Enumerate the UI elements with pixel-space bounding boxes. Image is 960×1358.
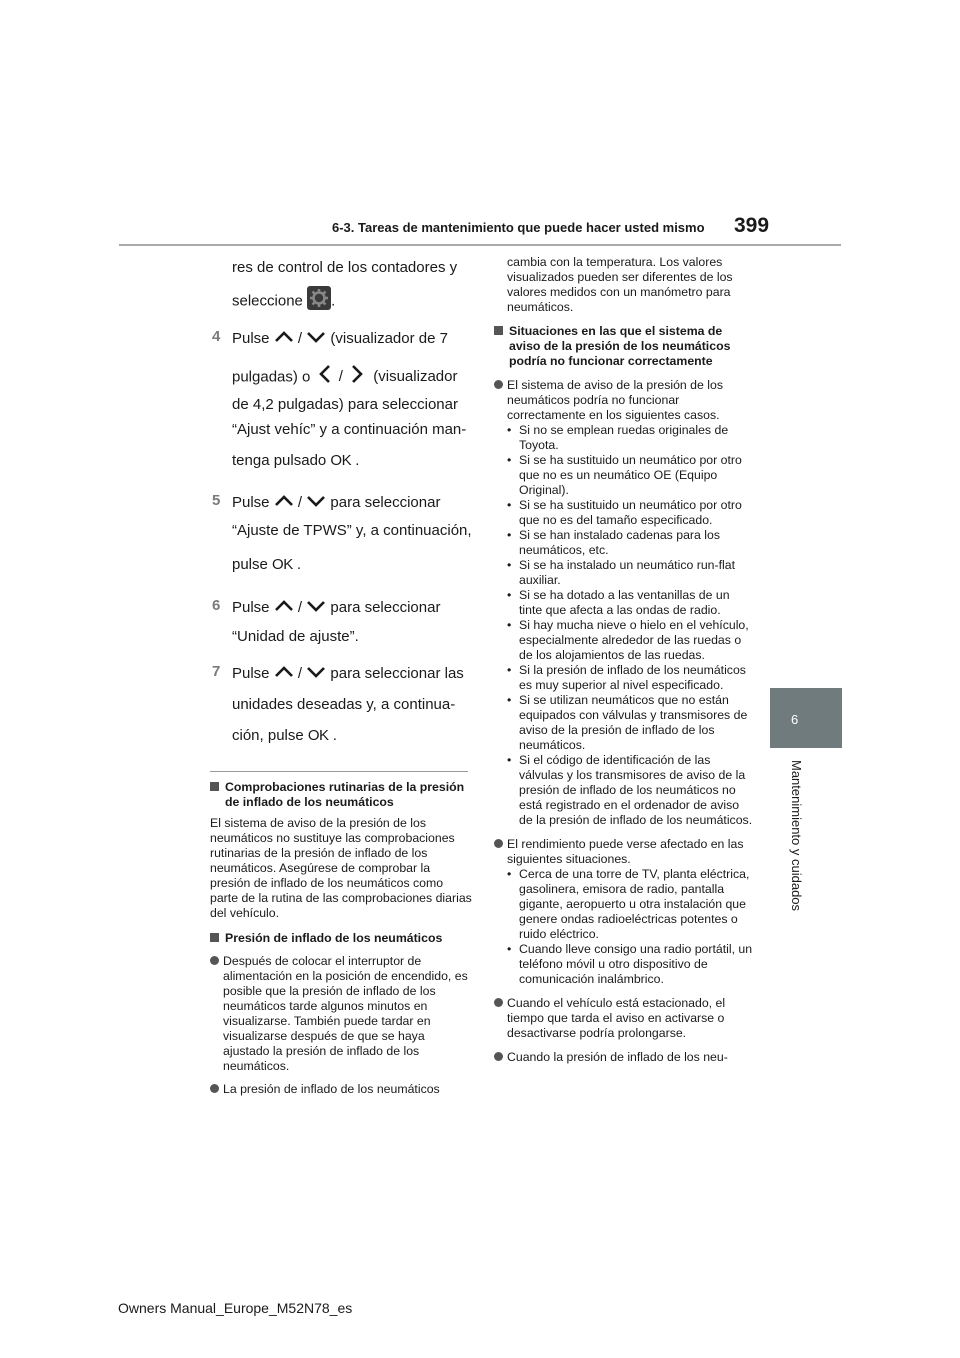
intro-line2-text: seleccione xyxy=(232,292,303,310)
section-divider xyxy=(210,771,468,772)
chevron-up-icon xyxy=(274,663,294,685)
chevron-down-icon xyxy=(306,663,326,685)
step-5-line2: “Ajuste de TPWS” y, a continuación, xyxy=(232,522,472,539)
pressure-bullet-2-text: La presión de inflado de los neumáticos xyxy=(223,1082,440,1096)
step-6-line1-end: para seleccionar xyxy=(330,599,441,616)
step-4-line5-end: . xyxy=(355,452,360,469)
step-7-line2: unidades deseadas y, a continua- xyxy=(232,696,456,713)
page-number: 399 xyxy=(734,214,770,237)
intro-line2-end: . xyxy=(331,292,336,310)
chevron-right-icon xyxy=(351,364,363,391)
chevron-down-icon xyxy=(306,597,326,619)
round-bullet-icon xyxy=(494,839,503,848)
pressure-bullet-2 xyxy=(210,1082,472,1097)
list-item: • Si la presión de inflado de los neumáticos es muy superior al nivel especificado. xyxy=(507,663,754,693)
right-column xyxy=(494,255,754,1065)
performance-bullet xyxy=(494,837,754,867)
list-item: • Si hay mucha nieve o hielo en el vehículo, especialmente alrededor de las ruedas o de los alojamientos de las ruedas. xyxy=(507,618,754,663)
step-5-number: 5 xyxy=(212,492,221,509)
chapter-tab-label: Mantenimiento y cuidados xyxy=(789,760,804,912)
ok-icon: OK xyxy=(307,727,329,745)
step-4-slash: / xyxy=(297,330,303,347)
step-5-line3-end: . xyxy=(296,556,302,573)
pressure-heading-row xyxy=(210,931,472,946)
step-7-line3: ción, pulse xyxy=(232,727,304,744)
pressure-heading: Presión de inflado de los neumáticos xyxy=(225,931,443,945)
list-item: • Si el código de identificación de las válvulas y los transmisores de aviso de la presión de inflado de los neumáticos no está registrado en el ordenador de aviso de la presión de inflado de los neumáticos. xyxy=(507,753,754,828)
routine-heading: Comprobaciones rutinarias de la presión de inflado de los neumáticos xyxy=(225,780,465,809)
square-bullet-icon xyxy=(494,326,503,335)
footer-text: Owners Manual_Europe_M52N78_es xyxy=(118,1300,353,1316)
list-item: • Si no se emplean ruedas originales de Toyota. xyxy=(507,423,754,453)
situations-bullet-text: El sistema de aviso de la presión de los neumáticos podría no funcionar correctamente en los siguientes casos. xyxy=(507,378,723,422)
situations-heading-row xyxy=(494,324,754,369)
chapter-tab-number: 6 xyxy=(791,712,799,727)
list-item: • Si se ha sustituido un neumático por otro que no es un neumático OE (Equipo Original). xyxy=(507,453,754,498)
section-title: 6-3. Tareas de mantenimiento que puede hacer usted mismo xyxy=(332,220,705,235)
round-bullet-icon xyxy=(210,956,219,965)
step-5-line3: pulse xyxy=(232,556,268,573)
list-item: • Si se ha instalado un neumático run-flat auxiliar. xyxy=(507,558,754,588)
chevron-left-icon xyxy=(319,364,331,391)
performance-list xyxy=(494,867,754,987)
list-item: • Si se han instalado cadenas para los neumáticos, etc. xyxy=(507,528,754,558)
round-bullet-icon xyxy=(494,998,503,1007)
situations-heading: Situaciones en las que el sistema de aviso de la presión de los neumáticos podría no funcionar correctamente xyxy=(509,324,731,368)
round-bullet-icon xyxy=(210,1084,219,1093)
step-4-line2: pulgadas) o xyxy=(232,368,311,386)
list-item: • Si se ha dotado a las ventanillas de un tinte que afecta a las ondas de radio. xyxy=(507,588,754,618)
chevron-down-icon xyxy=(306,328,326,350)
parked-bullet xyxy=(494,996,754,1041)
step-4-line2-end: (visualizador xyxy=(373,368,458,386)
step-7-line3-end: . xyxy=(332,727,337,744)
routine-section xyxy=(210,780,472,1097)
list-item: • Si se ha sustituido un neumático por otro que no es del tamaño especificado. xyxy=(507,498,754,528)
step-4-number: 4 xyxy=(212,328,221,345)
step-5-slash: / xyxy=(297,494,303,511)
intro-line1: res de control de los contadores y xyxy=(232,259,458,276)
step-7-line1-end: para seleccionar las xyxy=(330,665,464,682)
routine-heading-row xyxy=(210,780,472,810)
step-5-line1-end: para seleccionar xyxy=(330,494,441,511)
situations-list xyxy=(494,423,754,828)
ok-icon: OK xyxy=(330,452,352,470)
step-6-number: 6 xyxy=(212,597,221,614)
list-item: • Si se utilizan neumáticos que no están equipados con válvulas y transmisores de aviso de la presión de inflado de los neumáticos. xyxy=(507,693,754,753)
settings-icon xyxy=(307,286,331,317)
square-bullet-icon xyxy=(210,933,219,942)
step-4-line5: tenga pulsado xyxy=(232,452,327,469)
last-bullet-text: Cuando la presión de inflado de los neu- xyxy=(507,1050,728,1064)
step-4-line1-end: (visualizador de 7 xyxy=(330,330,448,347)
last-bullet xyxy=(494,1050,754,1065)
pressure-bullet-1-text: Después de colocar el interruptor de alimentación en la posición de encendido, es posible que la presión de inflado de los neumáticos tarde algunos minutos en visualizarse. También puede tardar en visualizarse después de que se haya ajustado la presión de inflado de los neumáticos. xyxy=(223,954,468,1073)
chevron-down-icon xyxy=(306,492,326,514)
chevron-up-icon xyxy=(274,492,294,514)
step-6-pulse: Pulse xyxy=(232,599,270,616)
step-6-line2: “Unidad de ajuste”. xyxy=(232,628,359,645)
continuation-text: cambia con la temperatura. Los valores visualizados pueden ser diferentes de los valores medidos con un manómetro para neumáticos. xyxy=(507,255,733,314)
square-bullet-icon xyxy=(210,782,219,791)
step-4-slash-2: / xyxy=(338,368,343,386)
chevron-up-icon xyxy=(274,328,294,350)
ok-icon: OK xyxy=(272,556,293,574)
list-item: • Cuando lleve consigo una radio portátil, un teléfono móvil u otro dispositivo de comunicación inalámbrico. xyxy=(507,942,754,987)
step-7-pulse: Pulse xyxy=(232,665,270,682)
chevron-up-icon xyxy=(274,597,294,619)
list-item: • Cerca de una torre de TV, planta eléctrica, gasolinera, emisora de radio, pantalla gigante, aeropuerto u otra instalación que genere ondas radioeléctricas potentes o ruido eléctrico. xyxy=(507,867,754,942)
situations-bullet xyxy=(494,378,754,423)
step-4-line4: “Ajust vehíc” y a continuación man- xyxy=(232,421,467,438)
header-divider xyxy=(119,244,841,246)
chapter-tab xyxy=(770,688,842,748)
round-bullet-icon xyxy=(494,1052,503,1061)
step-7-number: 7 xyxy=(212,663,221,680)
round-bullet-icon xyxy=(494,380,503,389)
parked-bullet-text: Cuando el vehículo está estacionado, el tiempo que tarda el aviso en activarse o desactivarse podría prolongarse. xyxy=(507,996,726,1040)
pressure-bullet-1 xyxy=(210,954,472,1074)
step-5-pulse: Pulse xyxy=(232,494,270,511)
routine-text: El sistema de aviso de la presión de los neumáticos no sustituye las comprobaciones rutinarias de la presión de inflado de los neumáticos. Asegúrese de comprobar la presión de inflado de los neumáticos como parte de la rutina de las comprobaciones diarias del vehículo. xyxy=(210,816,472,920)
step-6-slash: / xyxy=(297,599,303,616)
performance-bullet-text: El rendimiento puede verse afectado en las siguientes situaciones. xyxy=(507,837,744,866)
step-4-pulse: Pulse xyxy=(232,330,270,347)
step-4-line3: de 4,2 pulgadas) para seleccionar xyxy=(232,396,458,413)
step-7-slash: / xyxy=(297,665,303,682)
